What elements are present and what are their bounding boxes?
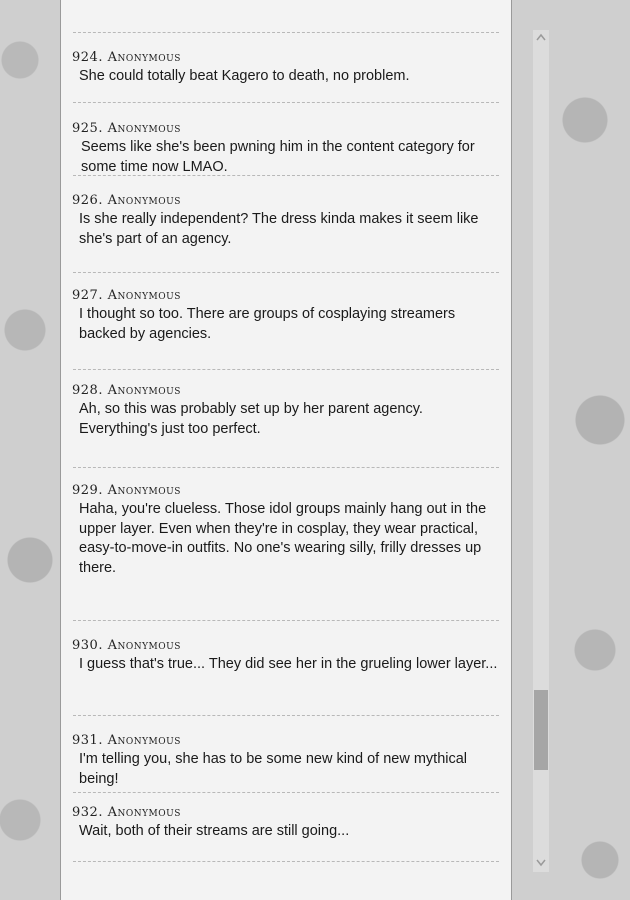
post-divider — [73, 32, 499, 33]
post-body: Ah, so this was probably set up by her parent agency. Everything's just too perfect. — [79, 401, 423, 437]
post-header: 932. Anonymous — [72, 805, 181, 820]
chevron-up-icon[interactable] — [533, 30, 549, 46]
post-header: 926. Anonymous — [72, 193, 181, 208]
post-body: I thought so too. There are groups of cosplaying streamers backed by agencies. — [79, 306, 456, 342]
post-header: 931. Anonymous — [72, 733, 181, 748]
post-header: 924. Anonymous — [72, 50, 181, 65]
post-header: 930. Anonymous — [72, 638, 181, 653]
post-divider — [73, 792, 499, 793]
post-divider — [73, 467, 499, 468]
scrollbar[interactable] — [533, 30, 549, 872]
post-divider — [73, 861, 499, 862]
post-header: 927. Anonymous — [72, 288, 181, 303]
post-divider — [73, 369, 499, 370]
post-divider — [73, 715, 499, 716]
chevron-down-icon[interactable] — [533, 856, 549, 872]
thread-panel — [60, 0, 512, 900]
post-body: Wait, both of their streams are still going... — [79, 823, 350, 839]
scrollbar-thumb[interactable] — [534, 690, 548, 770]
post-body: Is she really independent? The dress kinda makes it seem like she's part of an agency. — [79, 211, 479, 247]
post-divider — [73, 102, 499, 103]
post-divider — [73, 620, 499, 621]
post-header: 929. Anonymous — [72, 483, 181, 498]
post-body: Seems like she's been pwning him in the content category for some time now LMAO. — [81, 139, 475, 175]
post-divider — [73, 272, 499, 273]
post-body: I guess that's true... They did see her in the grueling lower layer... — [79, 656, 498, 672]
post-body: I'm telling you, she has to be some new kind of new mythical being! — [79, 751, 468, 787]
post-header: 925. Anonymous — [72, 121, 181, 136]
post-divider — [73, 175, 499, 176]
post-body: She could totally beat Kagero to death, no problem. — [79, 68, 410, 84]
post-body: Haha, you're clueless. Those idol groups mainly hang out in the upper layer. Even when they're in cosplay, they wear practical, easy-to-move-in outfits. No one's wearing silly, frilly dresses up there. — [79, 501, 487, 576]
post-header: 928. Anonymous — [72, 383, 181, 398]
